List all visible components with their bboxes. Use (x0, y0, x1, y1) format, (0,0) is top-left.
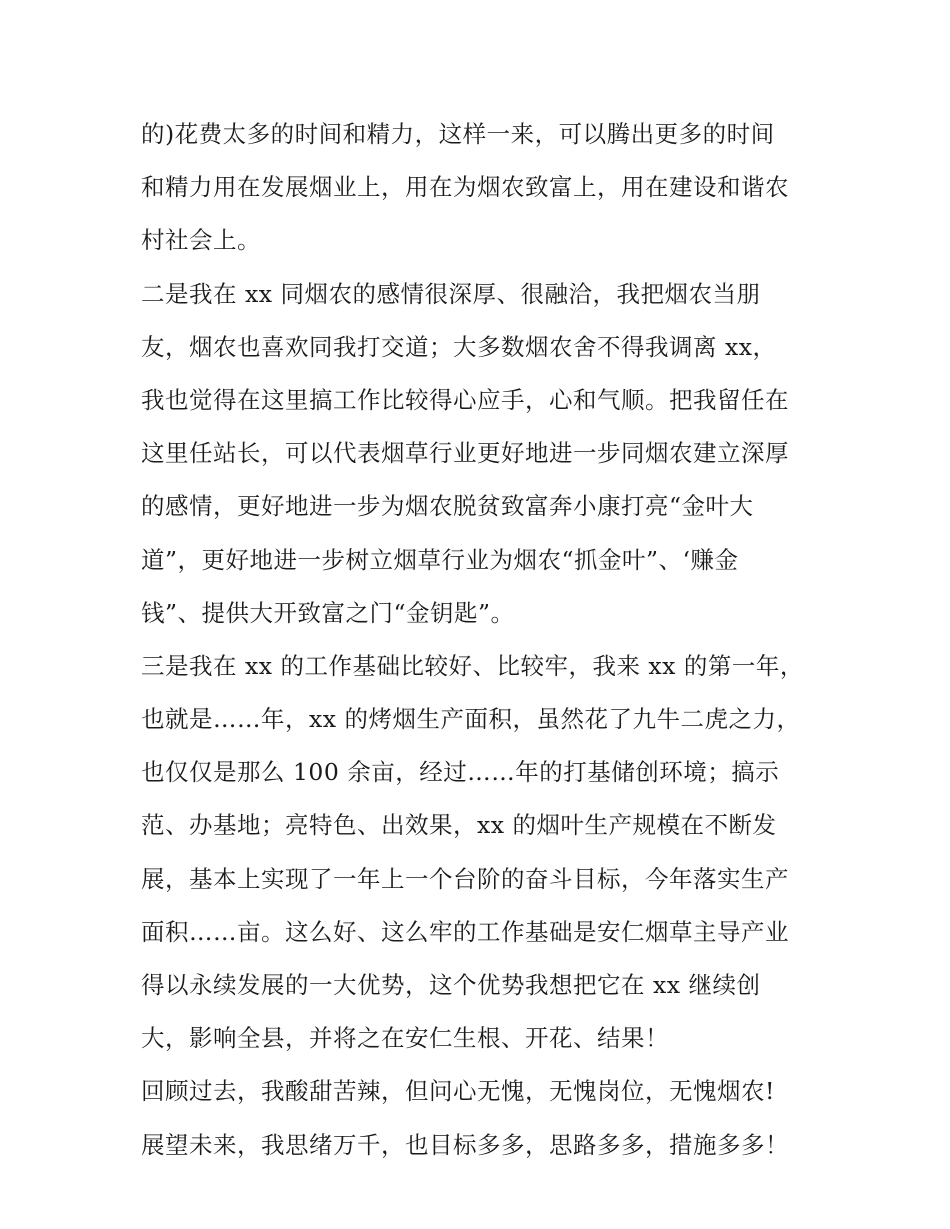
text-line: 也就是……年，xx 的烤烟生产面积，虽然花了九牛二虎之力， (141, 705, 801, 734)
text-line: 和精力用在发展烟业上，用在为烟农致富上，用在建设和谐农 (141, 173, 789, 202)
text-line: 的感情，更好地进一步为烟农脱贫致富奔小康打亮“金叶大 (141, 492, 754, 521)
text-line: 三是我在 xx 的工作基础比较好、比较牢，我来 xx 的第一年， (141, 651, 804, 680)
text-line: 的)花费太多的时间和精力，这样一来，可以腾出更多的时间 (141, 120, 775, 148)
text-line: 钱”、提供大开致富之门“金钥匙”。 (141, 598, 515, 627)
text-line: 道”，更好地进一步树立烟草行业为烟农“抓金叶”、‘赚金 (141, 545, 739, 574)
text-line: 展望未来，我思绪万千，也目标多多，思路多多，措施多多！ (141, 1130, 789, 1159)
text-line: 大，影响全县，并将之在安仁生根、开花、结果！ (141, 1024, 669, 1053)
text-line: 我也觉得在这里搞工作比较得心应手，心和气顺。把我留任在 (141, 385, 789, 414)
text-line: 展，基本上实现了一年上一个台阶的奋斗目标，今年落实生产 (141, 864, 789, 893)
text-line: 这里任站长，可以代表烟草行业更好地进一步同烟农建立深厚 (141, 439, 789, 468)
text-line: 二是我在 xx 同烟农的感情很深厚、很融洽，我把烟农当朋 (141, 279, 761, 308)
body-text (141, 108, 821, 1172)
text-line: 范、办基地；亮特色、出效果，xx 的烟叶生产规模在不断发 (141, 811, 777, 840)
text-line: 回顾过去，我酸甜苦辣，但问心无愧，无愧岗位，无愧烟农! (141, 1077, 775, 1106)
text-line: 也仅仅是那么 100 余亩，经过……年的打基储创环境；搞示 (141, 758, 780, 787)
text-line: 得以永续发展的一大优势，这个优势我想把它在 xx 继续创 (141, 971, 761, 999)
text-line: 村社会上。 (141, 226, 261, 255)
text-line: 友，烟农也喜欢同我打交道；大多数烟农舍不得我调离 xx， (141, 332, 777, 361)
text-line: 面积……亩。这么好、这么牢的工作基础是安仁烟草主导产业 (141, 917, 789, 946)
